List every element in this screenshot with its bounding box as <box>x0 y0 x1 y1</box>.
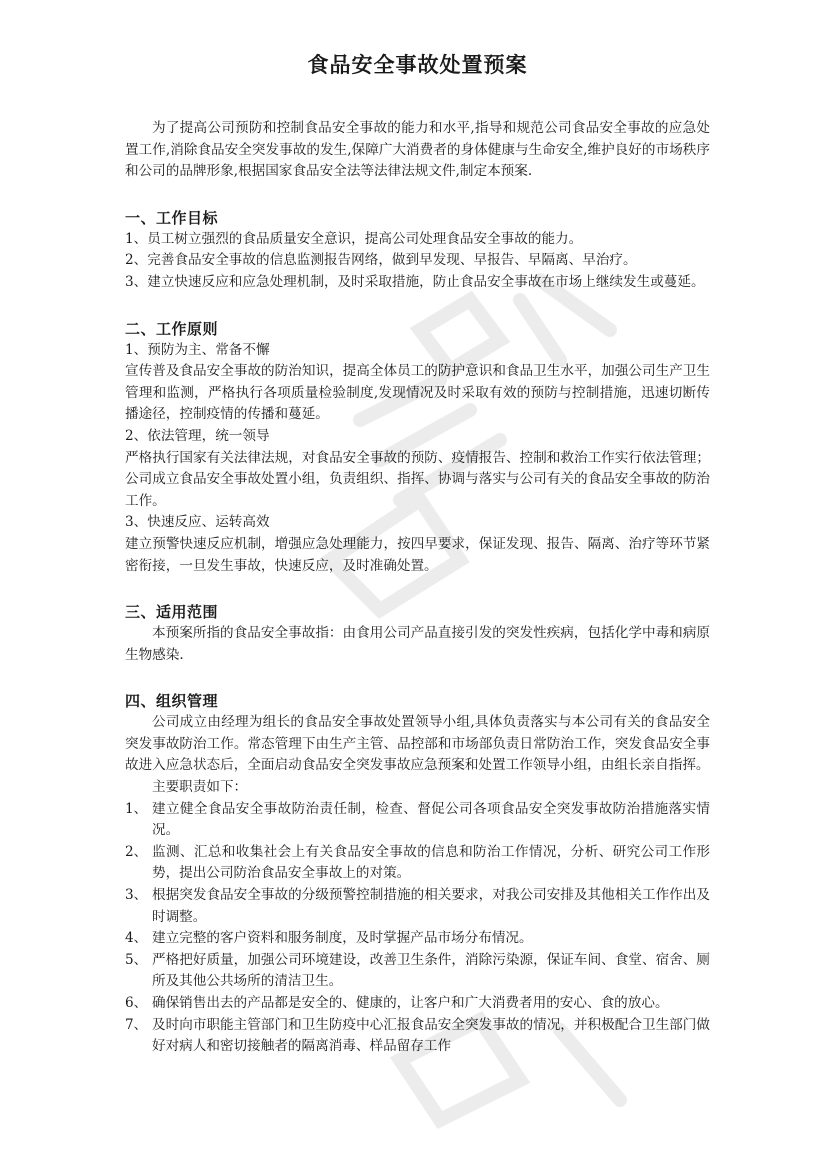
section-3-heading: 三、适用范围 <box>125 603 219 622</box>
section-4-body: 公司成立由经理为组长的食品安全事故处置领导小组,具体负责落实与本公司有关的食品安全突发事故防治工作。常态管理下由生产主管、品控部和市场部负责日常防治工作，突发食品安全事故进入应急状态后，全面启动食品安全突发事故应急预案和处置工作领导小组，由组长亲自指挥。 <box>125 714 710 774</box>
section-1-item: 3、建立快速反应和应急处理机制，及时采取措施，防止食品安全事故在市场上继续发生或蔓延。 <box>125 273 705 290</box>
duties-intro: 主要职责如下： <box>152 779 248 796</box>
duty-number: 1、 <box>125 800 148 817</box>
section-1-item: 1、员工树立强烈的食品质量安全意识，提高公司处理食品安全事故的能力。 <box>125 230 583 247</box>
section-2-body: 建立预警快速反应机制，增强应急处理能力，按四早要求，保证发现、报告、隔离、治疗等环节紧密衔接，一旦发生事故，快速反应，及时准确处置。 <box>125 535 710 574</box>
section-2-heading: 二、工作原则 <box>125 319 219 338</box>
duty-text: 严格把好质量，加强公司环境建设，改善卫生条件，消除污染源，保证车间、食堂、宿舍、厕所及其他公共场所的清洁卫生。 <box>152 951 710 990</box>
duty-item <box>125 993 710 1015</box>
section-1-item: 2、完善食品安全事故的信息监测报告网络，做到早发现、早报告、早隔离、早治疗。 <box>125 252 637 269</box>
duty-number: 2、 <box>125 843 148 860</box>
intro-paragraph: 为了提高公司预防和控制食品安全事故的能力和水平,指导和规范公司食品安全事故的应急处置工作,消除食品安全突发事故的发生,保障广大消费者的身体健康与生命安全,维护良好的市场秩序和公司的品牌形象,根据国家食品安全法等法律法规文件,制定本预案. <box>125 120 710 180</box>
duty-number: 7、 <box>125 1016 148 1033</box>
duty-number: 6、 <box>125 995 148 1011</box>
duty-item <box>125 799 710 842</box>
duty-text: 建立完整的客户资料和服务制度，及时掌握产品市场分布情况。 <box>152 930 533 947</box>
section-3-body: 本预案所指的食品安全事故指：由食用公司产品直接引发的突发性疾病，包括化学中毒和病原生物感染. <box>125 625 710 663</box>
duty-item <box>125 842 710 885</box>
duty-text: 建立健全食品安全事故防治责任制，检查、督促公司各项食品安全突发事故防治措施落实情况。 <box>152 800 710 839</box>
section-4-heading: 四、组织管理 <box>125 692 219 711</box>
section-1-heading: 一、工作目标 <box>125 208 219 227</box>
duty-text: 根据突发食品安全事故的分级预警控制措施的相关要求，对我公司安排及其他相关工作作出及时调整。 <box>152 887 710 925</box>
duty-text: 及时向市职能主管部门和卫生防疫中心汇报食品安全突发事故的情况，并积极配合卫生部门做好对病人和密切接触者的隔离消毒、样品留存工作 <box>152 1016 710 1055</box>
duty-number: 5、 <box>125 951 148 968</box>
section-2-subtitle: 1、预防为主、常备不懈 <box>125 341 270 358</box>
document-content <box>125 50 710 1058</box>
duty-number: 4、 <box>125 930 148 947</box>
duty-item <box>125 1015 710 1058</box>
section-2-subtitle: 2、依法管理，统一领导 <box>125 427 270 444</box>
duty-item <box>125 928 710 950</box>
duty-number: 3、 <box>125 887 148 904</box>
section-2-body: 严格执行国家有关法律法规，对食品安全事故的预防、疫情报告、控制和救治工作实行依法管理；公司成立食品安全事故处置小组，负责组织、指挥、协调与落实与公司有关的食品安全事故的防治工作。 <box>125 449 710 509</box>
page-title: 食品安全事故处置预案 <box>307 53 528 77</box>
duty-text: 确保销售出去的产品都是安全的、健康的，让客户和广大消费者用的安心、食的放心。 <box>152 995 669 1011</box>
duty-text: 监测、汇总和收集社会上有关食品安全事故的信息和防治工作情况，分析、研究公司工作形势，提出公司防治食品安全事故上的对策。 <box>152 843 710 882</box>
section-2-subtitle: 3、快速反应、运转高效 <box>125 514 270 531</box>
duty-item <box>125 885 710 928</box>
duty-item <box>125 950 710 993</box>
section-2-body: 宣传普及食品安全事故的防治知识，提高全体员工的防护意识和食品卫生水平，加强公司生产卫生管理和监测，严格执行各项质量检验制度,发现情况及时采取有效的预防与控制措施，迅速切断传播途径，控制疫情的传播和蔓延。 <box>125 363 710 423</box>
